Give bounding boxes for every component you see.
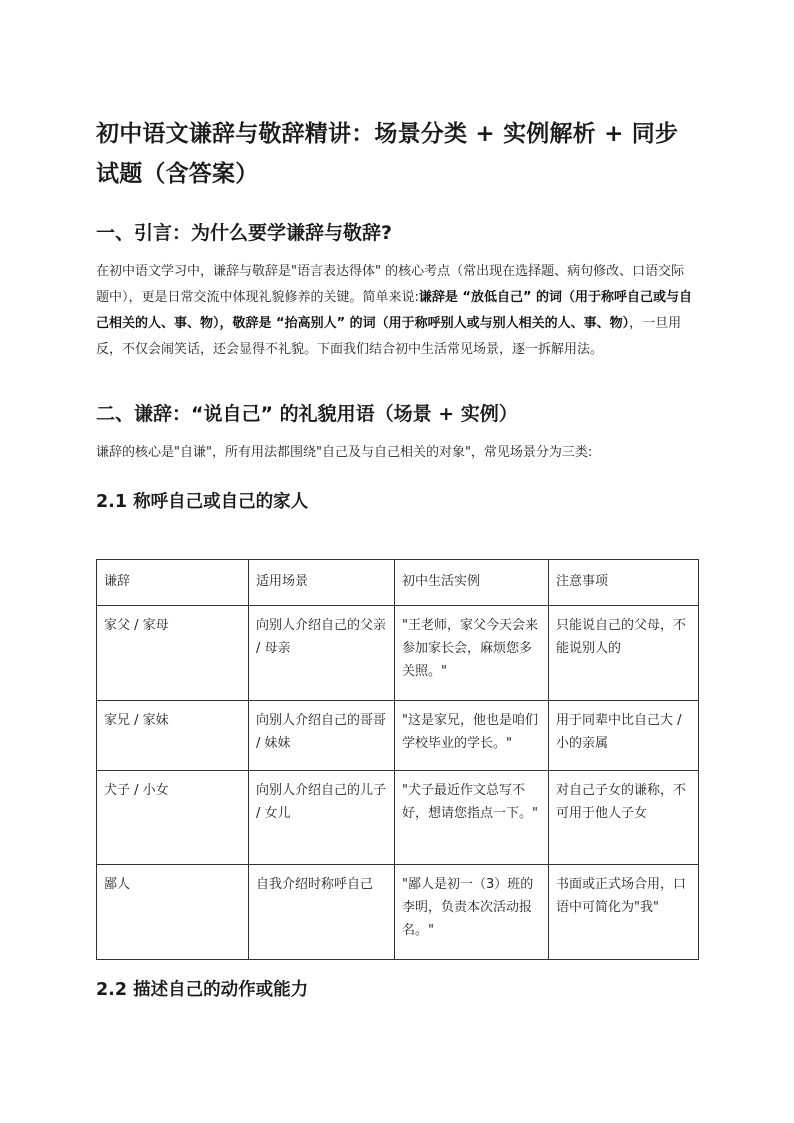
table-row xyxy=(97,701,699,771)
intro-text-emphasis: 谦辞是 “放低自己” 的词（用于称呼自己或与自己相关的人、事、物），敬辞是 “抬高别人” 的词（用于称呼别人或与别人相关的人、事、物） xyxy=(96,290,693,331)
intro-text-c: ，一旦用反，不仅会闹笑话，还会显得不礼貌。下面我们结合初中生活常见场景，逐一拆解用法。 xyxy=(96,316,682,357)
table-cell: "犬子最近作文总写不好，想请您指点一下。" xyxy=(395,771,549,865)
table-cell: 犬子 / 小女 xyxy=(97,771,249,865)
table-header-cell: 注意事项 xyxy=(549,560,699,606)
table-cell: 向别人介绍自己的父亲 / 母亲 xyxy=(249,606,395,701)
humble-intro-text: 谦辞的核心是"自谦"，所有用法都围绕"自己及与自己相关的对象"，常见场景分为三类: xyxy=(96,445,593,460)
table-row xyxy=(97,606,699,701)
section-heading-intro: 一、引言：为什么要学谦辞与敬辞? xyxy=(96,222,393,244)
table-cell: 用于同辈中比自己大 / 小的亲属 xyxy=(549,701,699,771)
table-cell: "这是家兄，他也是咱们学校毕业的学长。" xyxy=(395,701,549,771)
table-header-row xyxy=(97,560,699,606)
table-row xyxy=(97,771,699,865)
table-cell: 自我介绍时称呼自己 xyxy=(249,865,395,960)
document-title: 初中语文谦辞与敬辞精讲：场景分类 + 实例解析 + 同步试题（含答案） xyxy=(96,121,679,187)
table-cell: 对自己子女的谦称，不可用于他人子女 xyxy=(549,771,699,865)
table-cell: 向别人介绍自己的哥哥 / 妹妹 xyxy=(249,701,395,771)
subheading-address-self: 2.1 称呼自己或自己的家人 xyxy=(96,492,309,512)
table-cell: "王老师，家父今天会来参加家长会，麻烦您多关照。" xyxy=(395,606,549,701)
table-cell: 家父 / 家母 xyxy=(97,606,249,701)
table-row xyxy=(97,865,699,960)
table-cell: "鄙人是初一（3）班的李明，负责本次活动报名。" xyxy=(395,865,549,960)
intro-paragraph xyxy=(96,259,696,363)
humble-terms-table xyxy=(96,559,699,960)
table-header-cell: 谦辞 xyxy=(97,560,249,606)
table-cell: 书面或正式场合用，口语中可简化为"我" xyxy=(549,865,699,960)
intro-text-a: 在初中语文学习中，谦辞与敬辞是"语言表达得体" 的核心考点（常出现在选择题、病句修改、口语交际题中），更是日常交流中体现礼貌修养的关键。简单来说: xyxy=(96,264,685,305)
subheading-describe-self: 2.2 描述自己的动作或能力 xyxy=(96,980,309,1000)
table-cell: 鄙人 xyxy=(97,865,249,960)
section-heading-humble: 二、谦辞：“说自己” 的礼貌用语（场景 + 实例） xyxy=(96,403,518,425)
table-cell: 向别人介绍自己的儿子 / 女儿 xyxy=(249,771,395,865)
table-header-cell: 适用场景 xyxy=(249,560,395,606)
table-cell: 家兄 / 家妹 xyxy=(97,701,249,771)
table-cell: 只能说自己的父母，不能说别人的 xyxy=(549,606,699,701)
table-header-cell: 初中生活实例 xyxy=(395,560,549,606)
